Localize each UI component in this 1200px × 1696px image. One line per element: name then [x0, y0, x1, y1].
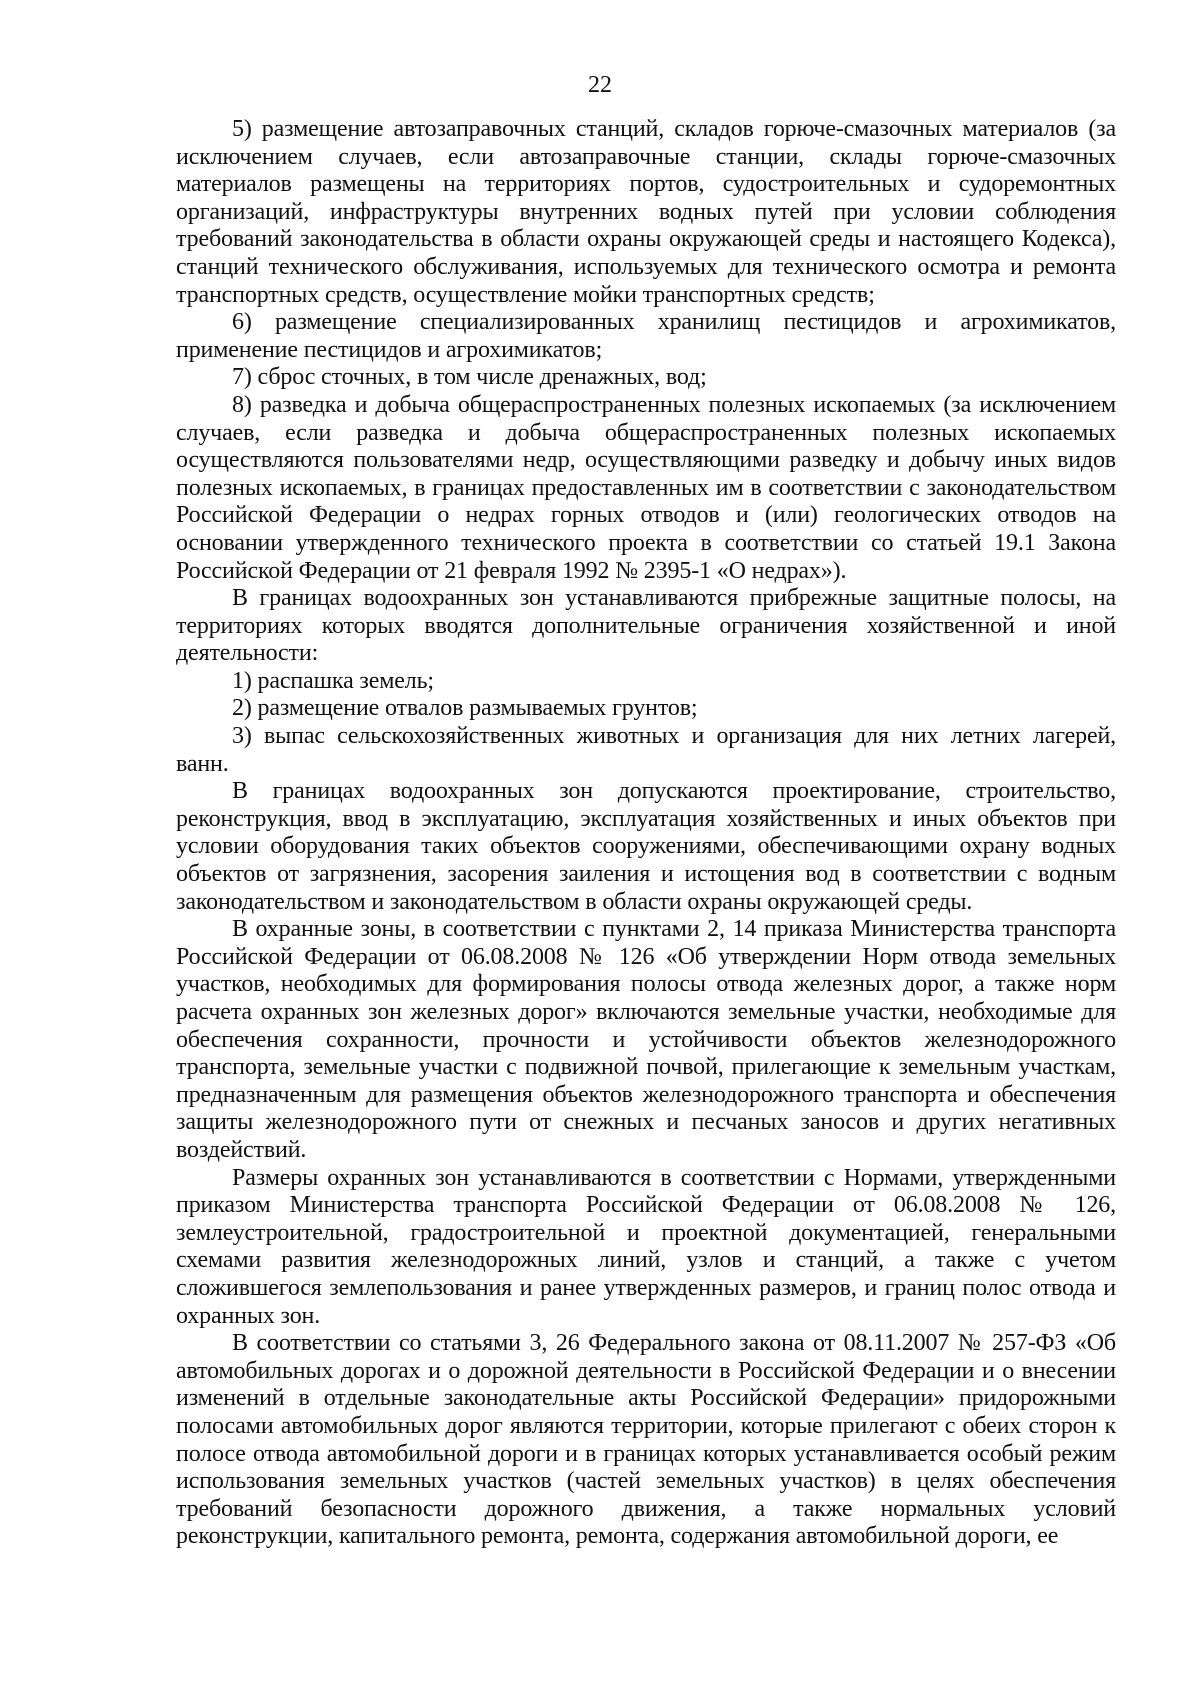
paragraph-permitted-construction: В границах водоохранных зон допускаются проектирование, строительство, реконструкция, ввод в эксплуатацию, эксплуатация хозяйственных и иных объектов при условии оборудования таких объектов сооружениями, обеспечивающими охрану водных объектов от загрязнения, засорения заиления и истощения вод в соответствии с водным законодательством и законодательством в области охраны окружающей среды. — [176, 778, 1116, 915]
list-item-3-livestock-grazing: 3) выпас сельскохозяйственных животных и организация для них летних лагерей, ванн. — [176, 723, 1116, 777]
list-item-5-fuel-stations: 5) размещение автозаправочных станций, складов горюче-смазочных материалов (за исключением случаев, если автозаправочные станции, склады горюче-смазочных материалов размещены на территориях портов, судостроительных и судоремонтных организаций, инфраструктуры внутренних водных путей при условии соблюдения требований законодательства в области охраны окружающей среды и настоящего Кодекса), станций технического обслуживания, используемых для технического осмотра и ремонта транспортных средств, осуществление мойки транспортных средств; — [176, 116, 1116, 308]
paragraph-protection-zone-sizes: Размеры охранных зон устанавливаются в соответствии с Нормами, утвержденными приказом Министерства транспорта Российской Федерации от 06.08.2008 № 126, землеустроительной, градостроительной и проектной документацией, генеральными схемами развития железнодорожных линий, узлов и станций, а также с учетом сложившегося землепользования и ранее утвержденных размеров, и границ полос отвода и охранных зон. — [176, 1164, 1116, 1329]
list-item-1-plowing: 1) распашка земель; — [232, 667, 434, 694]
document-body — [176, 116, 1116, 1551]
paragraph-protective-strips: В границах водоохранных зон устанавливаются прибрежные защитные полосы, на территориях которых вводятся дополнительные ограничения хозяйственной и иной деятельности: — [176, 585, 1116, 667]
paragraph-railway-protection-zones: В охранные зоны, в соответствии с пунктами 2, 14 приказа Министерства транспорта Российской Федерации от 06.08.2008 № 126 «Об утверждении Норм отвода земельных участков, необходимых для формирования полосы отвода железных дорог, а также норм расчета охранных зон железных дорог» включаются земельные участки, необходимые для обеспечения сохранности, прочности и устойчивости объектов железнодорожного транспорта, земельные участки с подвижной почвой, прилегающие к земельным участкам, предназначенным для размещения объектов железнодорожного транспорта и обеспечения защиты железнодорожного пути от снежных и песчаных заносов и других негативных воздействий. — [176, 916, 1116, 1163]
paragraph-roadside-strips: В соответствии со статьями 3, 26 Федерального закона от 08.11.2007 № 257-ФЗ «Об автомобильных дорогах и о дорожной деятельности в Российской Федерации и о внесении изменений в отдельные законодательные акты Российской Федерации» придорожными полосами автомобильных дорог являются территории, которые прилегают с обеих сторон к полосе отвода автомобильной дороги и в границах которых устанавливается особый режим использования земельных участков (частей земельных участков) в целях обеспечения требований безопасности дорожного движения, а также нормальных условий реконструкции, капитального ремонта, ремонта, содержания автомобильной дороги, ее — [176, 1330, 1116, 1550]
list-item-6-pesticide-storage: 6) размещение специализированных хранилищ пестицидов и агрохимикатов, применение пестицидов и агрохимикатов; — [176, 309, 1116, 363]
list-item-8-mineral-extraction: 8) разведка и добыча общераспространенных полезных ископаемых (за исключением случаев, если разведка и добыча общераспространенных полезных ископаемых осуществляются пользователями недр, осуществляющими разведку и добычу иных видов полезных ископаемых, в границах предоставленных им в соответствии с законодательством Российской Федерации о недрах горных отводов и (или) геологических отводов на основании утвержденного технического проекта в соответствии со статьей 19.1 Закона Российской Федерации от 21 февраля 1992 № 2395-1 «О недрах»). — [176, 391, 1116, 584]
list-item-2-soil-dumps: 2) размещение отвалов размываемых грунтов; — [232, 695, 698, 722]
page-number: 22 — [588, 72, 612, 98]
list-item-7-wastewater-discharge: 7) сброс сточных, в том числе дренажных, вод; — [232, 364, 707, 391]
